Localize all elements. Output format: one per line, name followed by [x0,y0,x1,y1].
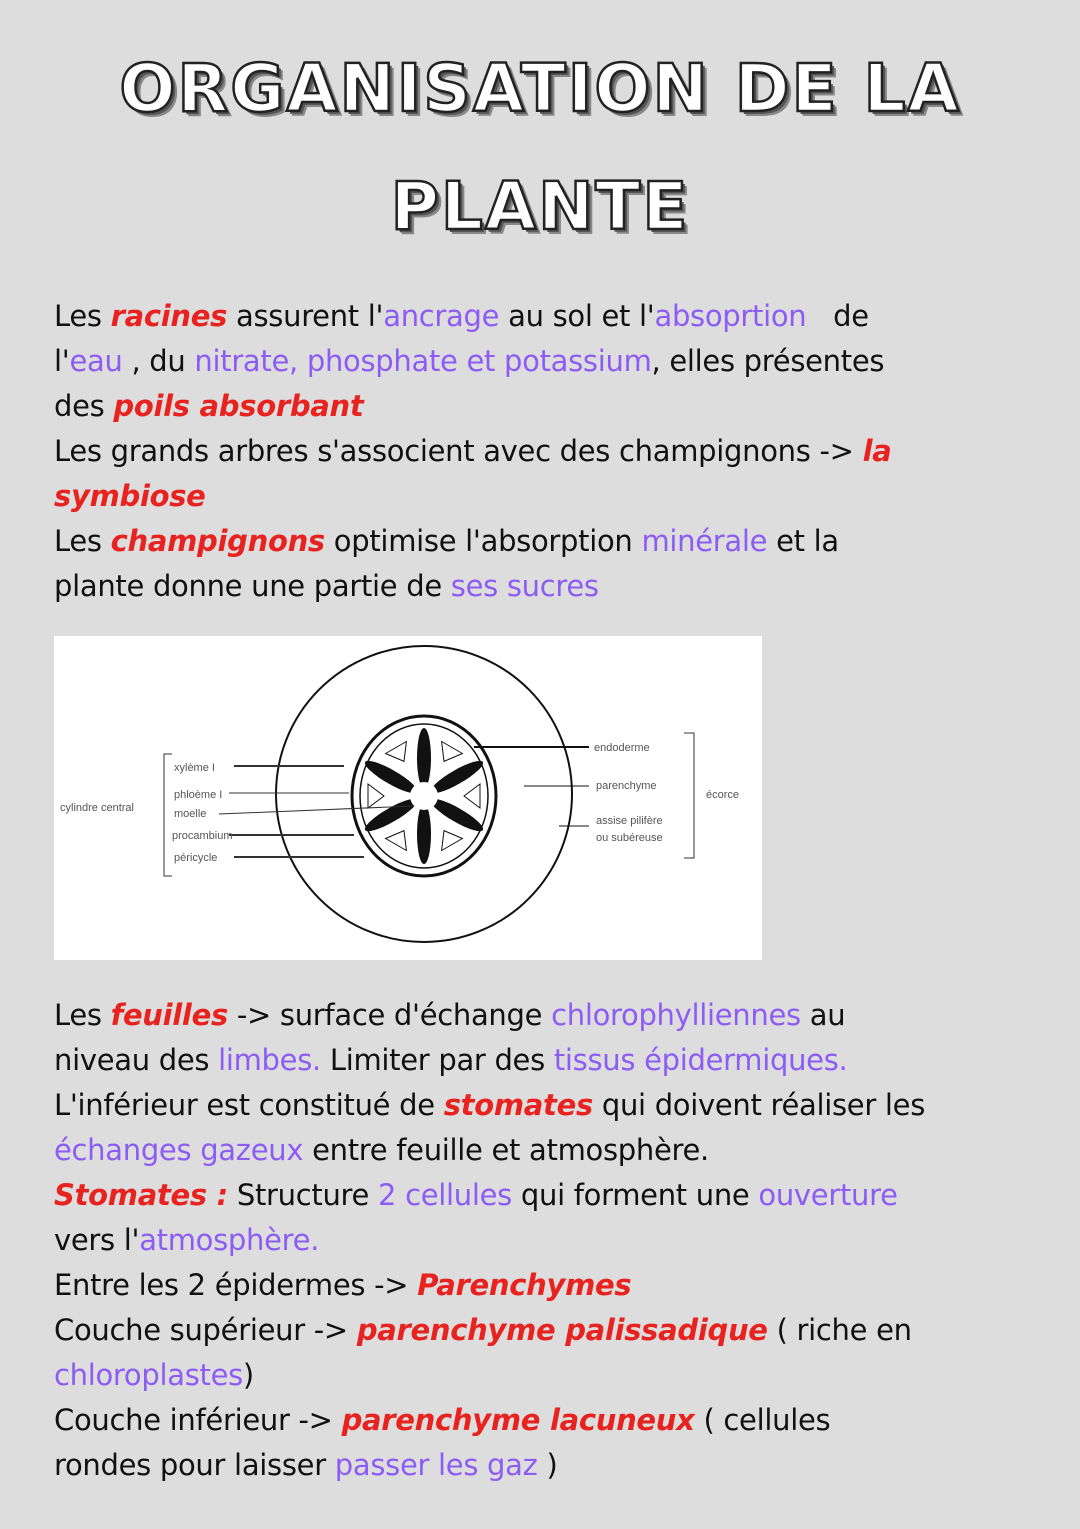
text-segment: entre feuille et atmosphère. [303,1133,709,1167]
text-line [54,1263,1054,1308]
page-title-line1: ORGANISATION DE LA [119,50,961,127]
text-segment: l' [54,344,70,378]
text-line [54,1353,1054,1398]
key-term: symbiose [54,479,206,513]
highlighted-term: échanges gazeux [54,1133,304,1167]
root-cross-section-diagram [54,636,762,960]
label-ecorce: écorce [706,789,740,801]
key-term: la [862,434,892,468]
highlighted-term: limbes. [218,1043,321,1077]
text-segment: et la [767,524,839,558]
key-term: parenchyme palissadique [356,1313,768,1347]
highlighted-term: chloroplastes [54,1358,243,1392]
leaves-section [54,993,1054,1488]
text-segment: assurent l' [227,299,384,333]
text-segment: vers l' [54,1223,140,1257]
label-xyleme: xylème I [174,762,215,774]
text-segment: Structure [227,1178,378,1212]
text-segment: ) [537,1448,558,1482]
text-segment: Les [54,524,111,558]
text-line [54,1308,1054,1353]
text-segment: Les [54,299,111,333]
text-segment: niveau des [54,1043,219,1077]
text-segment: Les [54,998,111,1032]
text-segment: qui doivent réaliser les [592,1088,925,1122]
label-assise-pilifere: assise pilifère [596,815,663,827]
text-line [54,384,1054,429]
xylem-arm [417,728,431,788]
text-segment: L'inférieur est constitué de [54,1088,444,1122]
text-line [54,1443,1054,1488]
key-term: poils absorbant [113,389,364,423]
label-endoderme: endoderme [594,742,650,754]
label-moelle: moelle [174,808,207,820]
highlighted-term: 2 cellules [378,1178,512,1212]
highlighted-term: ses sucres [450,569,599,603]
highlighted-term: absoprtion [654,299,807,333]
text-line [54,1038,1054,1083]
text-line [54,1398,1054,1443]
text-segment: Couche inférieur -> [54,1403,342,1437]
highlighted-term: ouverture [758,1178,898,1212]
highlighted-term: tissus épidermiques. [553,1043,848,1077]
text-line [54,339,1054,384]
text-segment: ( cellules [694,1403,831,1437]
text-line [54,519,1054,564]
highlighted-term: eau [69,344,123,378]
text-segment: ( riche en [767,1313,912,1347]
text-segment: ) [242,1358,254,1392]
pith [410,782,438,810]
text-segment: , elles présentes [651,344,885,378]
roots-section [54,294,1054,609]
key-term: feuilles [110,998,228,1032]
text-segment: des [54,389,114,423]
highlighted-term: chlorophylliennes [551,998,801,1032]
text-segment: au sol et l' [499,299,655,333]
text-segment: Entre les 2 épidermes -> [54,1268,418,1302]
key-term: Stomates : [54,1178,228,1212]
text-segment: Limiter par des [320,1043,554,1077]
highlighted-term: passer les gaz [334,1448,538,1482]
highlighted-term: atmosphère. [139,1223,320,1257]
label-phloeme: phloème I [174,789,223,801]
text-line [54,993,1054,1038]
text-line [54,1173,1054,1218]
text-line [54,474,1054,519]
xylem-arm [417,804,431,864]
text-segment: au [800,998,846,1032]
label-cylindre-central: cylindre central [60,802,134,814]
key-term: stomates [443,1088,593,1122]
key-term: Parenchymes [417,1268,632,1302]
highlighted-term: minérale [641,524,768,558]
label-ou-subereuse: ou subéreuse [596,832,663,844]
key-term: racines [110,299,228,333]
text-line [54,1128,1054,1173]
text-line [54,1218,1054,1263]
text-line [54,429,1054,474]
text-segment: de [806,299,869,333]
text-line [54,294,1054,339]
text-segment: , du [122,344,195,378]
key-term: champignons [110,524,325,558]
text-segment: rondes pour laisser [54,1448,335,1482]
label-pericycle: péricycle [174,852,218,864]
text-segment: plante donne une partie de [54,569,451,603]
label-parenchyme: parenchyme [596,780,657,792]
key-term: parenchyme lacuneux [341,1403,695,1437]
text-segment: optimise l'absorption [324,524,642,558]
label-procambium: procambium [172,830,233,842]
text-segment: Les grands arbres s'associent avec des champignons -> [54,434,863,468]
page-title-line2: PLANTE [390,168,690,245]
text-segment: -> surface d'échange [227,998,552,1032]
text-line [54,1083,1054,1128]
text-segment: qui forment une [511,1178,759,1212]
text-segment: Couche supérieur -> [54,1313,357,1347]
highlighted-term: ancrage [383,299,500,333]
text-line [54,564,1054,609]
highlighted-term: nitrate, phosphate et potassium [194,344,652,378]
